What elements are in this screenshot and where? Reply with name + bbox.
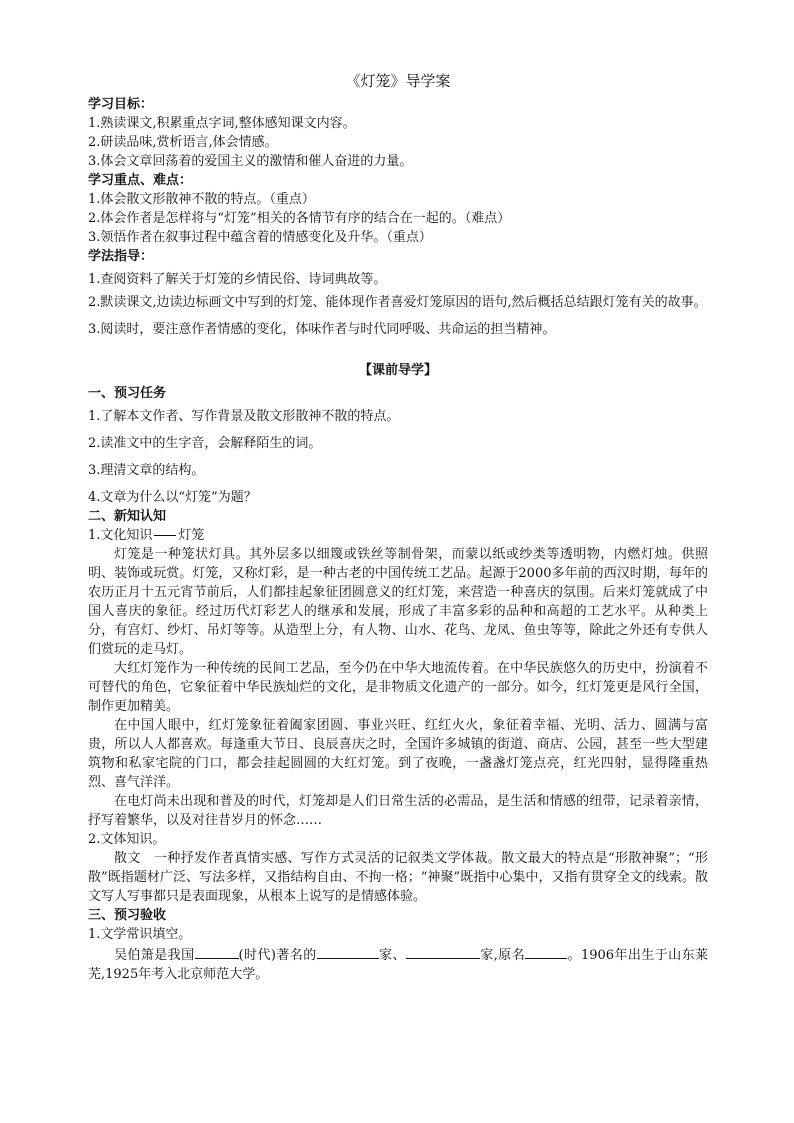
fill-text: (时代)著名的	[238, 948, 317, 963]
task-heading: 一、预习任务	[88, 386, 167, 401]
culture-label-a: 1.文化知识	[88, 528, 153, 543]
culture-label-b: 灯笼	[178, 528, 205, 543]
fill-text: 家、	[378, 948, 406, 963]
objectives-heading: 学习目标：	[88, 97, 154, 112]
key-point-item: 3.领悟作者在叙事过程中蕴含着的情感变化及升华。（重点）	[88, 230, 432, 245]
check-heading: 三、预习验收	[88, 908, 167, 923]
blank-genre-1[interactable]	[317, 944, 379, 959]
culture-label	[88, 526, 708, 545]
key-points-heading: 学习重点、难点：	[88, 173, 193, 188]
culture-paragraph: 灯笼是一种笼状灯具。其外层多以细篾或铁丝等制骨架，而蒙以纸或纱类等透明物，内燃灯烛。供照明、装饰或玩赏。灯笼，又称灯彩，是一种古老的中国传统工艺品。起源于2000多年前的西汉时期，每年的农历正月十五元宵节前后，人们都挂起象征团圆意义的红灯笼，来营造一种喜庆的氛围。后来灯笼就成了中国人喜庆的象征。经过历代灯彩艺人的继承和发展，形成了丰富多彩的品种和高超的工艺水平。从种类上分，有宫灯、纱灯、吊灯等等。从造型上分，有人物、山水、花鸟、龙凤、鱼虫等等，除此之外还有专供人们赏玩的走马灯。	[88, 547, 708, 657]
style-paragraph: 散文 一种抒发作者真情实感、写作方式灵活的记叙类文学体裁。散文最大的特点是“形散神聚”；“形散”既指题材广泛、写法多样，又指结构自由、不拘一格；“神聚”既指中心集中，又指有贯穿全文的线索。散文写人写事都只是表面现象，从根本上说写的是情感体验。	[88, 851, 708, 904]
task-item: 4.文章为什么以“灯笼”为题？	[88, 490, 257, 505]
culture-paragraph: 大红灯笼作为一种传统的民间工艺品，至今仍在中华大地流传着。在中华民族悠久的历史中，扮演着不可替代的角色，它象征着中华民族灿烂的文化，是非物质文化遗产的一部分。如今，红灯笼更是风行全国，制作更加精美。	[88, 661, 708, 714]
blank-genre-2[interactable]	[406, 944, 480, 959]
document-page	[88, 72, 708, 984]
knowledge-heading: 二、新知认知	[88, 509, 167, 524]
task-item: 2.读准文中的生字音，会解释陌生的词。	[88, 436, 322, 451]
task-item: 1.了解本文作者、写作背景及散文形散神不散的特点。	[88, 409, 400, 424]
blank-era[interactable]	[195, 944, 239, 959]
fill-text: 家,原名	[479, 948, 526, 963]
key-point-item: 2.体会作者是怎样将与“灯笼”相关的各情节有序的结合在一起的。（难点）	[88, 211, 511, 226]
objective-item: 1.熟读课文,积累重点字词,整体感知课文内容。	[88, 116, 356, 131]
method-heading: 学法指导：	[88, 249, 154, 264]
fill-text: 。1906年出生于山东莱芜,1925年考入北京师范大学。	[88, 948, 708, 982]
method-item: 3.阅读时，要注意作者情感的变化，体味作者与时代同呼吸、共命运的担当精神。	[88, 322, 556, 337]
fill-in-sentence	[88, 944, 708, 984]
culture-paragraph: 在中国人眼中，红灯笼象征着阖家团圆、事业兴旺、红红火火，象征着幸福、光明、活力、圆满与富贵，所以人人都喜欢。每逢重大节日、良辰喜庆之时，全国许多城镇的街道、商店、公园，甚至一些大型建筑物和私家宅院的门口，都会挂起圆圆的大红灯笼。到了夜晚，一盏盏灯笼点亮，红光四射，显得隆重热烈、喜气洋洋。	[88, 718, 708, 790]
task-item: 3.理清文章的结构。	[88, 463, 205, 478]
method-item: 1.查阅资料了解关于灯笼的乡情民俗、诗词典故等。	[88, 272, 387, 287]
objective-item: 3.体会文章回荡着的爱国主义的激情和催人奋进的力量。	[88, 154, 413, 169]
fill-text: 吴伯箫是我国	[114, 948, 195, 963]
prelesson-heading: 【课前导学】	[358, 363, 437, 378]
objective-item: 2.研读品味,赏析语言,体会情感。	[88, 135, 278, 150]
check-item: 1.文学常识填空。	[88, 927, 192, 942]
page-title: 《灯笼》导学案	[345, 72, 451, 90]
blank-original-name[interactable]	[525, 944, 567, 959]
key-point-item: 1.体会散文形散神不散的特点。（重点）	[88, 192, 315, 207]
culture-paragraph: 在电灯尚未出现和普及的时代，灯笼却是人们日常生活的必需品，是生活和情感的纽带，记录着亲情，抒写着繁华，以及对往昔岁月的怀念……	[88, 794, 708, 828]
method-item: 2.默读课文,边读边标画文中写到的灯笼、能体现作者喜爱灯笼原因的语句,然后概括总结跟灯笼有关的故事。	[88, 295, 707, 310]
dash-divider	[154, 535, 176, 536]
style-label: 2.文体知识。	[88, 832, 166, 847]
